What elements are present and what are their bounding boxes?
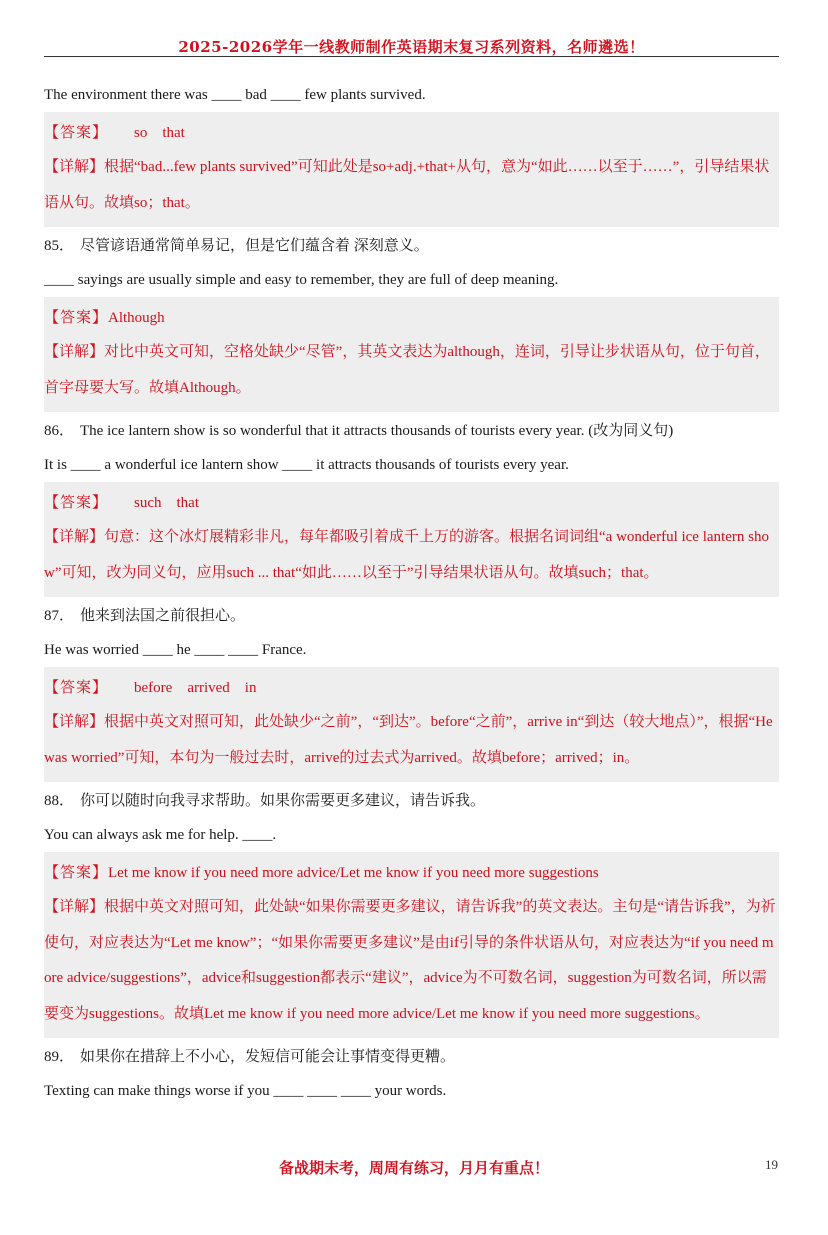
answer-block [44, 297, 779, 412]
explanation [44, 520, 779, 591]
document-body [44, 78, 779, 1108]
detail-label: 【详解】 [44, 529, 105, 545]
question-prompt: 尽管谚语通常简单易记，但是它们蕴含着 深刻意义。 [80, 238, 429, 254]
answer-block [44, 112, 779, 227]
answer-value: before arrived in [134, 680, 257, 696]
question-number: 86． [44, 423, 75, 439]
answer-block [44, 667, 779, 782]
explanation [44, 705, 779, 776]
question-number: 85． [44, 238, 75, 254]
detail-label: 【详解】 [44, 159, 105, 175]
answer-label: 【答案】 [44, 495, 109, 511]
answer-line [44, 486, 779, 520]
question-english: It is ____ a wonderful ice lantern show ____ it attracts thousands of tourists every year. [44, 457, 569, 473]
question-prompt: 如果你在措辞上不小心，发短信可能会让事情变得更糟。 [80, 1049, 456, 1065]
question-number: 88． [44, 793, 75, 809]
answer-label: 【答案】 [44, 680, 109, 696]
question-prompt: The ice lantern show is so wonderful that it attracts thousands of tourists every year. (改为同义句) [80, 423, 674, 439]
answer-line [44, 301, 779, 335]
question-english: You can always ask me for help. ____. [44, 827, 277, 843]
page-header: 2025-2026学年一线教师制作英语期末复习系列资料，名师遴选！ [178, 38, 645, 56]
question-number: 87． [44, 608, 75, 624]
question-chinese [44, 1040, 779, 1074]
question-prompt: 他来到法国之前很担心。 [80, 608, 246, 624]
question-english: ____ sayings are usually simple and easy to remember, they are full of deep meaning. [44, 272, 559, 288]
header-rule [44, 56, 779, 57]
answer-label: 【答案】 [44, 125, 109, 141]
question-english: He was worried ____ he ____ ____ France. [44, 642, 307, 658]
page-footer: 备战期末考，周周有练习，月月有重点！ [278, 1159, 549, 1177]
answer-value: such that [134, 495, 200, 511]
answer-value: Let me know if you need more advice/Let me know if you need more suggestions [108, 865, 599, 881]
answer-line [44, 116, 779, 150]
question-prompt: 你可以随时向我寻求帮助。如果你需要更多建议，请告诉我。 [80, 793, 486, 809]
answer-label: 【答案】 [44, 310, 109, 326]
question-chinese [44, 229, 779, 263]
question-chinese [44, 599, 779, 633]
detail-label: 【详解】 [44, 714, 105, 730]
explanation [44, 890, 779, 1032]
answer-line [44, 856, 779, 890]
question-english: The environment there was ____ bad ____ few plants survived. [44, 87, 426, 103]
detail-text: 句意：这个冰灯展精彩非凡，每年都吸引着成千上万的游客。根据名词词组“a wonderful ice lantern show”可知，改为同义句，应用such ... that“如此……以至于”引导结果状语从句。故填such；that。 [44, 529, 769, 581]
question-chinese [44, 784, 779, 818]
detail-label: 【详解】 [44, 899, 105, 915]
detail-text: 对比中英文可知，空格处缺少“尽管”，其英文表达为although，连词，引导让步状语从句，位于句首，首字母要大写。故填Although。 [44, 344, 770, 396]
question-number: 89． [44, 1049, 75, 1065]
detail-text: 根据“bad...few plants survived”可知此处是so+adj.+that+从句，意为“如此……以至于……”，引导结果状语从句。故填so；that。 [44, 159, 770, 211]
answer-line [44, 671, 779, 705]
explanation [44, 150, 779, 221]
detail-text: 根据中英文对照可知，此处缺“如果你需要更多建议，请告诉我”的英文表达。主句是“请告诉我”，为祈使句，对应表达为“Let me know”；“如果你需要更多建议”是由if引导的条件状语从句，对应表达为“if you need more advice/suggestions”，advice和suggestion都表示“建议”，advice为不可数名词，suggestion为可数名词，所以需要变为suggestions。故填Let me know if you need more advice/Let me know if you need more suggestions。 [44, 899, 776, 1022]
answer-label: 【答案】 [44, 865, 109, 881]
detail-text: 根据中英文对照可知，此处缺少“之前”，“到达”。before“之前”，arrive in“到达（较大地点）”，根据“He was worried”可知，本句为一般过去时，arrive的过去式为arrived。故填before；arrived；in。 [44, 714, 773, 766]
explanation [44, 335, 779, 406]
answer-value: so that [134, 125, 185, 141]
answer-block [44, 482, 779, 597]
answer-block [44, 852, 779, 1038]
answer-value: Although [108, 310, 165, 326]
question-english: Texting can make things worse if you ____ ____ ____ your words. [44, 1083, 447, 1099]
detail-label: 【详解】 [44, 344, 105, 360]
page-number: 19 [765, 1157, 778, 1172]
question-chinese [44, 414, 779, 448]
